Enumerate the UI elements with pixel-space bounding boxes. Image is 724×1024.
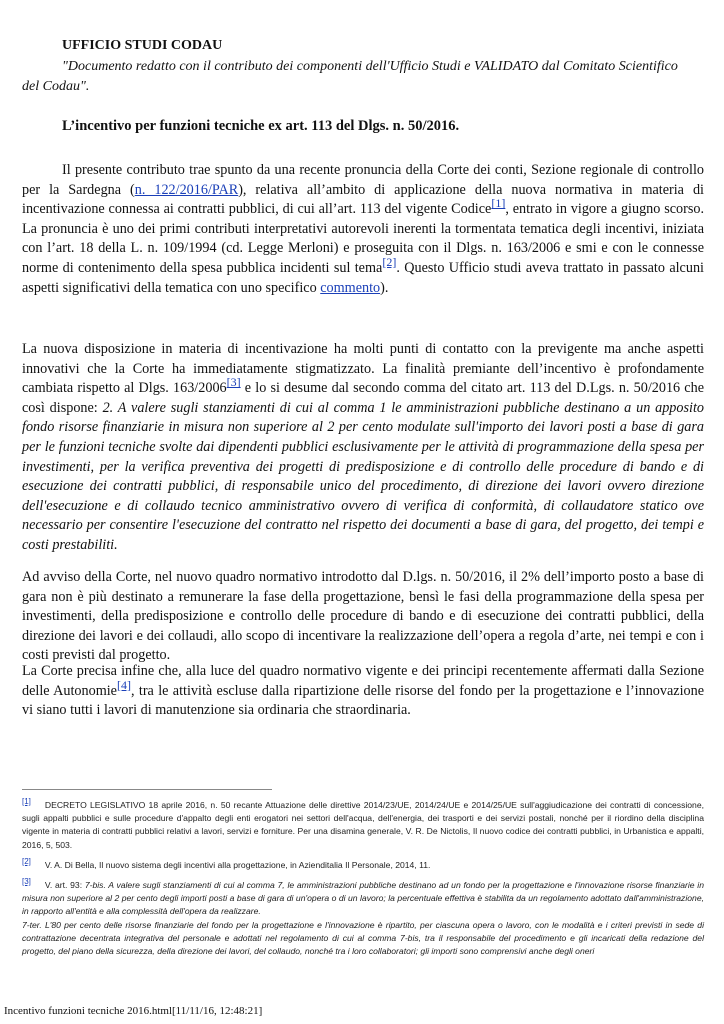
footnote-ref-4-link[interactable]: [4]	[116, 677, 131, 692]
paragraph-new-provision	[22, 340, 704, 556]
text: Il presente contributo trae spunto da una recente pronuncia della Corte dei conti, Sezione regionale di controllo per la Sardegna (	[22, 162, 704, 198]
document-title: L’incentivo per funzioni tecniche ex art. 113 del Dlgs. n. 50/2016.	[62, 118, 460, 134]
footnote-ref-2-link[interactable]: [2]	[382, 254, 397, 269]
paragraph-court-opinion: Ad avviso della Corte, nel nuovo quadro normativo introdotto dal D.lgs. n. 50/2016, il 2% dell’importo posto a base di gara non è più destinato a remunerare la fase della progettazione, bensì le fasi della programmazione della spesa per investimenti, della predisposizione e controllo delle procedure di bando e di esecuzione dei contratti pubblici, della direzione dei lavori e dei collaudi, allo scopo di incentivare la realizzazione dell’opera a regola d’arte, nei tempi e con i costi previsti dal progetto.	[22, 569, 704, 664]
text: ), relativa all’ambito di applicazione della nuova normativa in materia di incentivazione connessa ai contratti pubblici, di cui all’art. 113 del vigente Codice	[22, 181, 704, 218]
footnote-divider	[22, 789, 272, 790]
law-quote: 2. A valere sugli stanziamenti di cui al comma 1 le amministrazioni pubbliche destinano a un apposito fondo risorse finanziarie in misura non superiore al 2 per cento modulate sull'importo dei lavori posti a base di gara per le funzioni tecniche svolte dai dipendenti pubblici esclusivamente per le attività di programmazione della spesa per investimenti, per la verifica preventiva dei progetti di predisposizione e di controllo delle procedure di bando e di esecuzione dei contratti pubblici, di responsabile unico del procedimento, di direzione dei lavori ovvero direzione dell'esecuzione e di collaudo tecnico amministrativo ovvero di verifica di conformità, di collaudatore statico ove necessario per consentire l'esecuzione del contratto nel rispetto dei documenti a base di gara, del progetto, dei tempi e costi prestabiliti.	[22, 399, 704, 553]
footnote-2-text: V. A. Di Bella, Il nuovo sistema degli incentivi alla progettazione, in Azienditalia Il Personale, 2014, 11.	[44, 859, 431, 870]
footnote-2	[22, 855, 704, 872]
text: , entrato in vigore a giugno scorso. La pronuncia è uno dei primi contributi interpretativi autorevoli inerenti la tormentata tematica degli incentivi, iniziata con l’art. 18 della L. n. 109/1994 (cd. Legge Merloni) e proseguita con il Dlgs. n. 163/2006 e smi e con le connesse norme di contenimento della spesa pubblica incidenti sul tema	[22, 201, 704, 276]
text: , tra le attività escluse dalla ripartizione delle risorse del fondo per la progettazione e l’innovazione vi siano tutti i lavori di manutenzione sia ordinaria che straordinaria.	[22, 682, 705, 719]
ruling-link[interactable]: n. 122/2016/PAR	[134, 181, 239, 198]
footnote-3-number[interactable]: [3]	[22, 877, 31, 887]
footnote-3	[22, 875, 704, 958]
page-footer: Incentivo funzioni tecniche 2016.html[11/11/16, 12:48:21]	[4, 1005, 263, 1017]
text: e lo si desume dal secondo comma del citato art. 113 del D.Lgs. n. 50/2016 che così dispone:	[22, 380, 704, 416]
document-subtitle: "Documento redatto con il contributo dei componenti dell'Ufficio Studi e VALIDATO dal Comitato Scientifico del Codau".	[22, 59, 678, 94]
paragraph-court-conclusion	[22, 662, 704, 721]
footnote-1-number[interactable]: [1]	[22, 797, 31, 806]
footnote-ref-3[interactable]	[227, 375, 241, 389]
footnote-3-prefix: V. art. 93:	[44, 880, 85, 891]
footnote-ref-2[interactable]	[382, 255, 396, 269]
text: La nuova disposizione in materia di incentivazione ha molti punti di contatto con la previgente ma anche aspetti innovativi che la Corte ha immediatamente stigmatizzato. La finalità premiante dell’incentivo è profondamente cambiata rispetto al Dlgs. 163/2006	[22, 341, 704, 397]
footnote-ref-1-link[interactable]: [1]	[491, 196, 506, 211]
footnote-ref-4[interactable]	[117, 678, 131, 692]
footnote-3-continuation	[22, 919, 704, 959]
footnote-3-text: 7-bis. A valere sugli stanziamenti di cui al comma 7, le amministrazioni pubbliche destinano ad un fondo per la progettazione e l'innovazione risorse finanziarie in misura non superiore al 2 per cento degli importi posti a base di gara di un'opera o di un lavoro; la percentuale effettiva è stabilita da un regolamento adottato dall'amministrazione, in rapporto all'entità e alla complessità dell'opera da realizzare.	[22, 880, 704, 917]
text: ).	[380, 279, 389, 296]
text: La Corte precisa infine che, alla luce del quadro normativo vigente e dei principi recentemente affermati dalla Sezione delle Autonomie	[22, 663, 704, 699]
footnote-1	[22, 795, 704, 852]
footnote-1-text: DECRETO LEGISLATIVO 18 aprile 2016, n. 50 recante Attuazione delle direttive 2014/23/UE, 2014/24/UE e 2014/25/UE sull'aggiudicazione dei contratti di concessione, sugli appalti pubblici e sulle procedure d'appalto degli enti erogatori nei settori dell'acqua, dell'energia, dei trasporti e dei servizi postali, nonché per il riordino della disciplina vigente in materia di contratti pubblici relativi a lavori, servizi e forniture. Per una disamina generale, V. R. De Nictolis, Il nuovo codice dei contratti pubblici, in Urbanistica e appalti, 2016, 5, 503.	[22, 800, 704, 850]
footnote-ref-3-link[interactable]: [3]	[226, 375, 241, 390]
footnotes	[22, 795, 704, 961]
footnote-3-text-2: 7-ter. L'80 per cento delle risorse finanziarie del fondo per la progettazione e l'innovazione è ripartito, per ciascuna opera o lavoro, con le modalità e i criteri previsti in sede di contrattazione decentrata integrativa del personale e adottati nel regolamento di cui al comma 7-bis, tra il responsabile del procedimento e gli incaricati della redazione del progetto, del piano della sicurezza, della direzione dei lavori, del collaudo, nonché tra i loro collaboratori; gli importi sono comprensivi anche degli oneri	[22, 919, 704, 957]
paragraph-intro	[22, 161, 704, 298]
comment-link[interactable]: commento	[320, 279, 381, 296]
text: . Questo Ufficio studi aveva trattato in passato alcuni aspetti significativi della tematica con uno specifico	[22, 259, 704, 296]
footnote-2-number[interactable]: [2]	[22, 856, 31, 866]
footnote-ref-1[interactable]	[491, 196, 505, 210]
office-heading: UFFICIO STUDI CODAU	[62, 38, 223, 53]
